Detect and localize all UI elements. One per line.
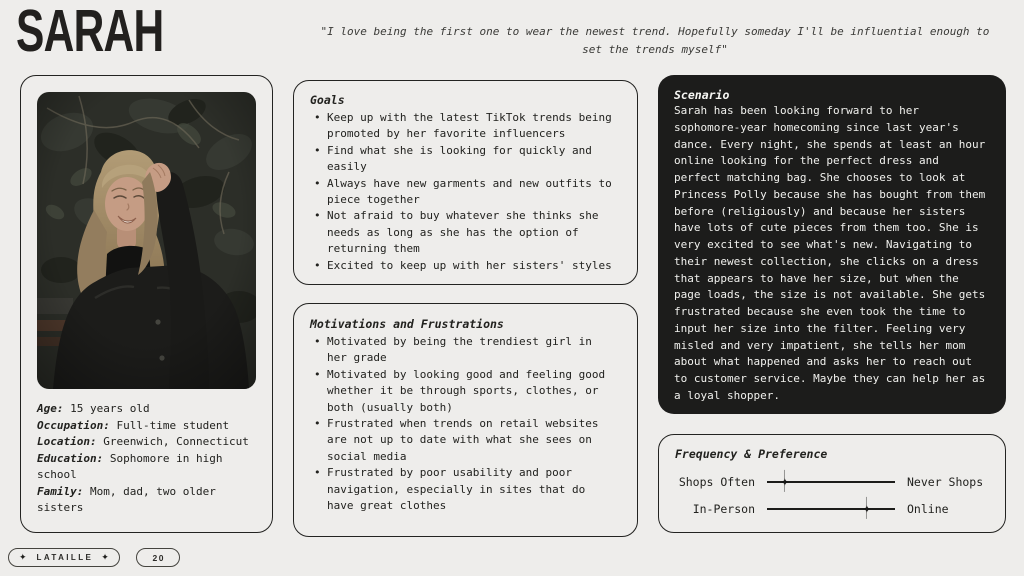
slider-row (675, 470, 989, 494)
slider-track (767, 471, 895, 490)
motivations-title: Motivations and Frustrations (310, 317, 504, 331)
page-number-badge (136, 548, 180, 567)
field-label: Location: (37, 435, 97, 448)
motivations-list (310, 334, 613, 514)
scenario-title: Scenario (674, 88, 730, 102)
slider-left-label: Shops Often (678, 475, 755, 489)
list-item: • Always have new garments and new outfits to piece together (310, 176, 613, 209)
goals-list (310, 110, 613, 274)
list-item: • Find what she is looking for quickly and easily (310, 143, 613, 176)
profile-details (37, 401, 256, 517)
profile-field: Location: Greenwich, Connecticut (37, 435, 249, 448)
brand-badge (8, 548, 120, 567)
goals-title: Goals (310, 93, 345, 107)
profile-card (20, 75, 273, 533)
profile-field: Education: Sophomore in high school (37, 451, 223, 481)
sparkle-marker-icon: ✦ (862, 498, 872, 517)
slider-row (675, 497, 989, 521)
profile-photo (37, 92, 256, 389)
field-label: Education: (37, 451, 104, 465)
list-item: • Motivated by being the trendiest girl in her grade (310, 334, 613, 367)
profile-field: Age: 15 years old (37, 402, 150, 415)
list-item: • Frustrated when trends on retail websites are not up to date with what she sees on social media (310, 416, 613, 465)
motivations-card (293, 303, 638, 537)
portrait-illustration (37, 92, 256, 389)
profile-field: Occupation: Full-time student (37, 418, 230, 432)
page-title: SARAH (16, 0, 164, 64)
sparkle-icon: ✦ (19, 552, 27, 562)
sparkle-icon: ✦ (101, 552, 109, 562)
profile-field: Family: Mom, dad, two older sisters (37, 484, 216, 514)
quote-text: "I love being the first one to wear the newest trend. Hopefully someday I'll be influential enough to set the trends myself" (320, 25, 990, 56)
frequency-card (658, 434, 1006, 533)
slider-track (767, 498, 895, 517)
list-item: • Not afraid to buy whatever she thinks she needs as long as she has the option of returning them (310, 208, 613, 257)
scenario-card (658, 75, 1006, 414)
frequency-sliders (675, 470, 989, 521)
goals-card (293, 80, 638, 285)
list-item: • Motivated by looking good and feeling good whether it be through sports, clothes, or both (usually both) (310, 367, 613, 416)
frequency-title: Frequency & Preference (675, 447, 828, 461)
scenario-body: Sarah has been looking forward to her sophomore-year homecoming since last year's dance. Every night, she spends at least an hour online looking for the perfect dress and perfect matching bag. She chooses to look at Princess Polly because she has bought from them before (religiously) and because her sisters have lots of cute pieces from them too. She is very excited to see what's new. Navigating to their newest collection, she clicks on a dress that appears to have her size, but when the page loads, the size is not available. She gets frustrated because she even took the time to input her size into the filter. Feeling very misled and very impatient, she tells her mom about what happened and asks her to reach out to customer service. Maybe they can help her as a loyal shopper. (674, 104, 986, 402)
slider-right-label: Online (907, 502, 949, 516)
field-label: Age: (37, 402, 64, 415)
slider-right-label: Never Shops (907, 475, 984, 489)
field-label: Family: (37, 484, 84, 498)
sparkle-marker-icon: ✦ (780, 471, 790, 490)
list-item: • Keep up with the latest TikTok trends being promoted by her favorite influencers (310, 110, 613, 143)
list-item: • Excited to keep up with her sisters' styles (310, 258, 613, 274)
page-number: 20 (152, 552, 165, 563)
list-item: • Frustrated by poor usability and poor navigation, especially in sites that do have great clothes (310, 465, 613, 514)
slider-left-label: In-Person (692, 502, 755, 516)
field-label: Occupation: (37, 418, 110, 432)
brand-label: LATAILLE (36, 553, 94, 562)
